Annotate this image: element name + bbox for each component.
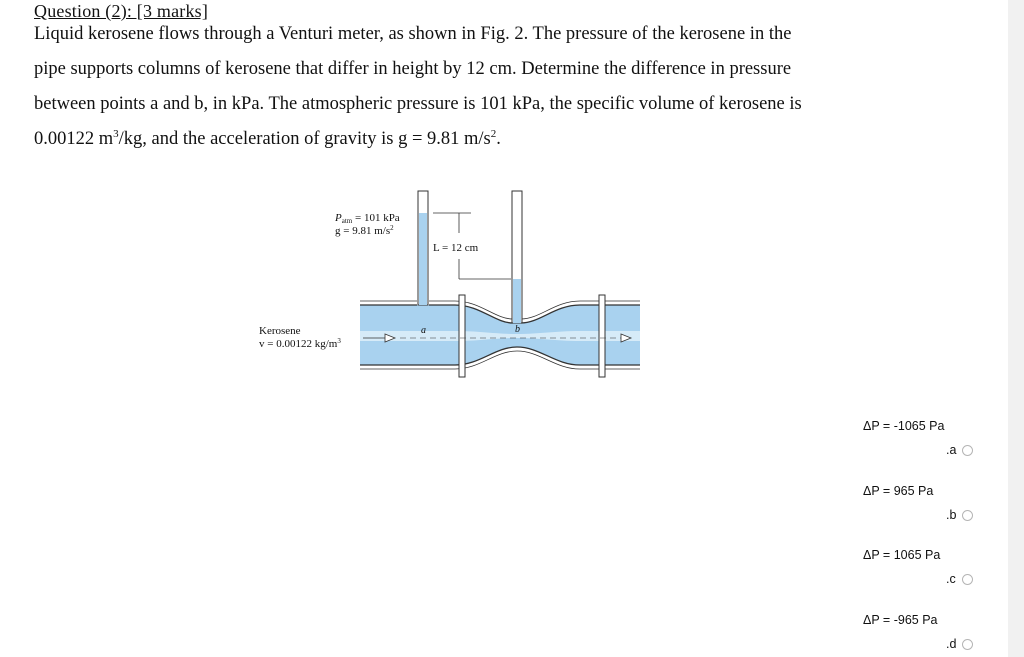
venturi-meter-figure [255,183,650,378]
flange-left [459,295,465,377]
flange-right [599,295,605,377]
question-line-1: Liquid kerosene flows through a Venturi meter, as shown in Fig. 2. The pressure of the kerosene in the [34,24,792,44]
question-line-3: between points a and b, in kPa. The atmospheric pressure is 101 kPa, the specific volume of kerosene is [34,94,802,114]
tube-a-liquid [419,213,427,305]
length-label: L = 12 cm [433,242,479,254]
option-b-letter: .b [946,508,957,522]
scrollbar[interactable] [1008,0,1024,657]
point-b-label: b [515,324,520,335]
gravity-label: g = 9.81 $m/s^2$ [335,224,394,237]
point-a-label: a [421,325,426,336]
patm-label: Patm = 101 kPa [335,212,400,225]
option-c-letter: .c [946,572,956,586]
option-b-text: ΔP = 965 Pa [863,484,934,498]
option-d-text: ΔP = -965 Pa [863,613,938,627]
tube-b-liquid [513,279,521,323]
question-heading: Question (2): [3 marks] [34,1,209,21]
specific-volume-label: v = 0.00122 $kg/m^3$ [259,337,341,350]
question-line-2: pipe supports columns of kerosene that differ in height by 12 cm. Determine the difference in pressure [34,59,792,79]
option-a-radio[interactable] [962,445,973,456]
option-d-radio[interactable] [962,639,973,650]
option-c-text: ΔP = 1065 Pa [863,548,941,562]
option-c-radio[interactable] [962,574,973,585]
option-b-radio[interactable] [962,510,973,521]
option-d-letter: .d [946,637,957,651]
fluid-label: Kerosene [259,325,301,337]
option-a-text: ΔP = -1065 Pa [863,419,945,433]
option-a-letter: .a [946,443,957,457]
question-line-4: 0.00122 $m^3/kg$, and the acceleration of gravity is g = 9.81 $m/s^2$. [34,127,501,149]
